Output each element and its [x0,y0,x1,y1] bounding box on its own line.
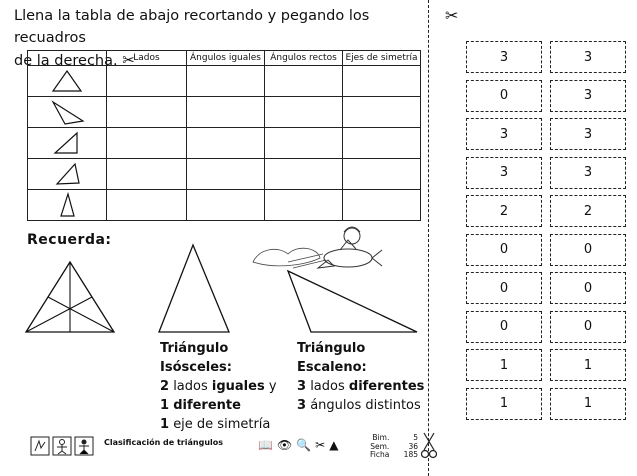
cutout-card[interactable]: 0 [550,311,626,343]
shape-cell [28,190,107,221]
shape-cell [28,159,107,190]
cutout-card[interactable]: 3 [550,80,626,112]
cutout-card[interactable]: 0 [550,234,626,266]
table-row [28,128,421,159]
cutout-card[interactable]: 0 [466,311,542,343]
iso-bold-2: diferente [173,398,241,413]
cutout-card[interactable]: 3 [550,118,626,150]
footer-activity-icons [258,438,338,452]
cutout-card[interactable]: 3 [466,118,542,150]
shape-cell [28,128,107,159]
cutout-card[interactable]: 0 [466,80,542,112]
scalene-triangle-diagram-icon [285,268,421,336]
paste-cell[interactable] [187,66,265,97]
header-angulos-rectos: Ángulos rectos [265,51,343,66]
paste-cell[interactable] [107,190,187,221]
header-lados: Lados [107,51,187,66]
cutout-card[interactable]: 3 [550,41,626,73]
footer-title: Clasificación de triángulos [104,438,224,447]
paste-cell[interactable] [265,128,343,159]
person-icon [74,436,94,456]
paste-cell[interactable] [265,97,343,128]
footer-meta-labels [370,434,389,460]
book-icon: 📖 [258,438,273,452]
iso-text-3: eje de simetría [173,417,271,432]
scalene-triangle-icon [47,161,87,187]
table-row [28,66,421,97]
header-empty [28,51,107,66]
ficha-value: 185 [403,450,418,459]
paste-cell[interactable] [187,128,265,159]
right-triangle-icon [47,130,87,156]
iso-text-1c: y [268,379,277,394]
instructions-line-1: Llena la tabla de abajo recortando y pegando los recuadros [14,8,370,46]
scissors-icon-cut-line: ✂ [445,6,459,25]
eye-icon: 👁 [276,438,293,452]
sc-num-2: 3 [297,398,307,413]
table-row [28,190,421,221]
isosceles-title-1: Triángulo [160,341,229,356]
paste-cell[interactable] [107,159,187,190]
cutout-card[interactable]: 1 [550,349,626,381]
iso-num-3: 1 [160,417,170,432]
header-angulos-iguales: Ángulos iguales [187,51,265,66]
isosceles-triangle-diagram-icon [155,242,235,336]
hands-icon [30,436,50,456]
sc-text-1: lados [310,379,345,394]
cutout-card[interactable]: 0 [466,234,542,266]
cutout-card[interactable]: 0 [550,272,626,304]
ficha-label: Ficha [370,450,390,459]
footer-meta-values [400,434,418,460]
table-row [28,97,421,128]
paste-cell[interactable] [265,66,343,97]
sem-label: Sem. [370,441,390,451]
glue-icon: ▲ [329,438,339,452]
search-icon: 🔍 [296,438,312,452]
scissors-small-icon: ✂ [315,438,326,452]
paste-cell[interactable] [265,159,343,190]
table-row [28,159,421,190]
iso-num-2: 1 [160,398,170,413]
paste-cell[interactable] [107,66,187,97]
paste-cell[interactable] [107,97,187,128]
paste-cell[interactable] [343,128,421,159]
classification-table [27,50,421,221]
paste-cell[interactable] [187,159,265,190]
tall-triangle-icon [47,192,87,218]
cutout-card[interactable]: 1 [550,388,626,420]
footer-left-icons [30,436,94,456]
iso-text-1: lados [173,379,208,394]
header-ejes-simetria: Ejes de simetría [343,51,421,66]
sc-text-2: ángulos distintos [310,398,421,413]
scalene-title-2: Escaleno: [297,360,367,375]
scalene-description [297,339,427,415]
bim-label: Bim. [372,433,390,442]
cutout-card[interactable]: 3 [550,157,626,189]
paste-cell[interactable] [343,190,421,221]
paste-cell[interactable] [343,97,421,128]
sem-value: 36 [408,441,418,451]
shape-cell [28,66,107,97]
cutout-card[interactable]: 0 [466,272,542,304]
iso-num-1: 2 [160,379,170,394]
recuerda-heading: Recuerda: [27,232,112,248]
isosceles-description [160,339,288,434]
scalene-title-1: Triángulo [297,341,366,356]
paste-cell[interactable] [107,128,187,159]
sc-bold-1: diferentes [348,379,425,394]
instructions-line-2: de la derecha. [14,53,118,69]
iso-bold-1: iguales [211,379,265,394]
paste-cell[interactable] [265,190,343,221]
scissors-footer-icon [421,430,437,460]
isosceles-title-2: Isósceles: [160,360,232,375]
cutout-card[interactable]: 1 [466,388,542,420]
cutout-card[interactable]: 2 [550,195,626,227]
shape-cell [28,97,107,128]
cutout-card[interactable]: 3 [466,157,542,189]
paste-cell[interactable] [343,159,421,190]
sc-num-1: 3 [297,379,307,394]
equilateral-triangle-diagram-icon [22,258,118,336]
isosceles-triangle-icon [47,99,87,125]
cutout-card[interactable]: 3 [466,41,542,73]
paste-cell[interactable] [187,97,265,128]
cutout-card[interactable]: 1 [466,349,542,381]
bim-value: 5 [413,433,418,442]
cut-line [428,0,429,476]
cutout-card[interactable]: 2 [466,195,542,227]
figure-icon [52,436,72,456]
scissors-icon: ✂ [122,51,135,69]
paste-cell[interactable] [343,66,421,97]
paste-cell[interactable] [187,190,265,221]
equilateral-triangle-icon [47,68,87,94]
